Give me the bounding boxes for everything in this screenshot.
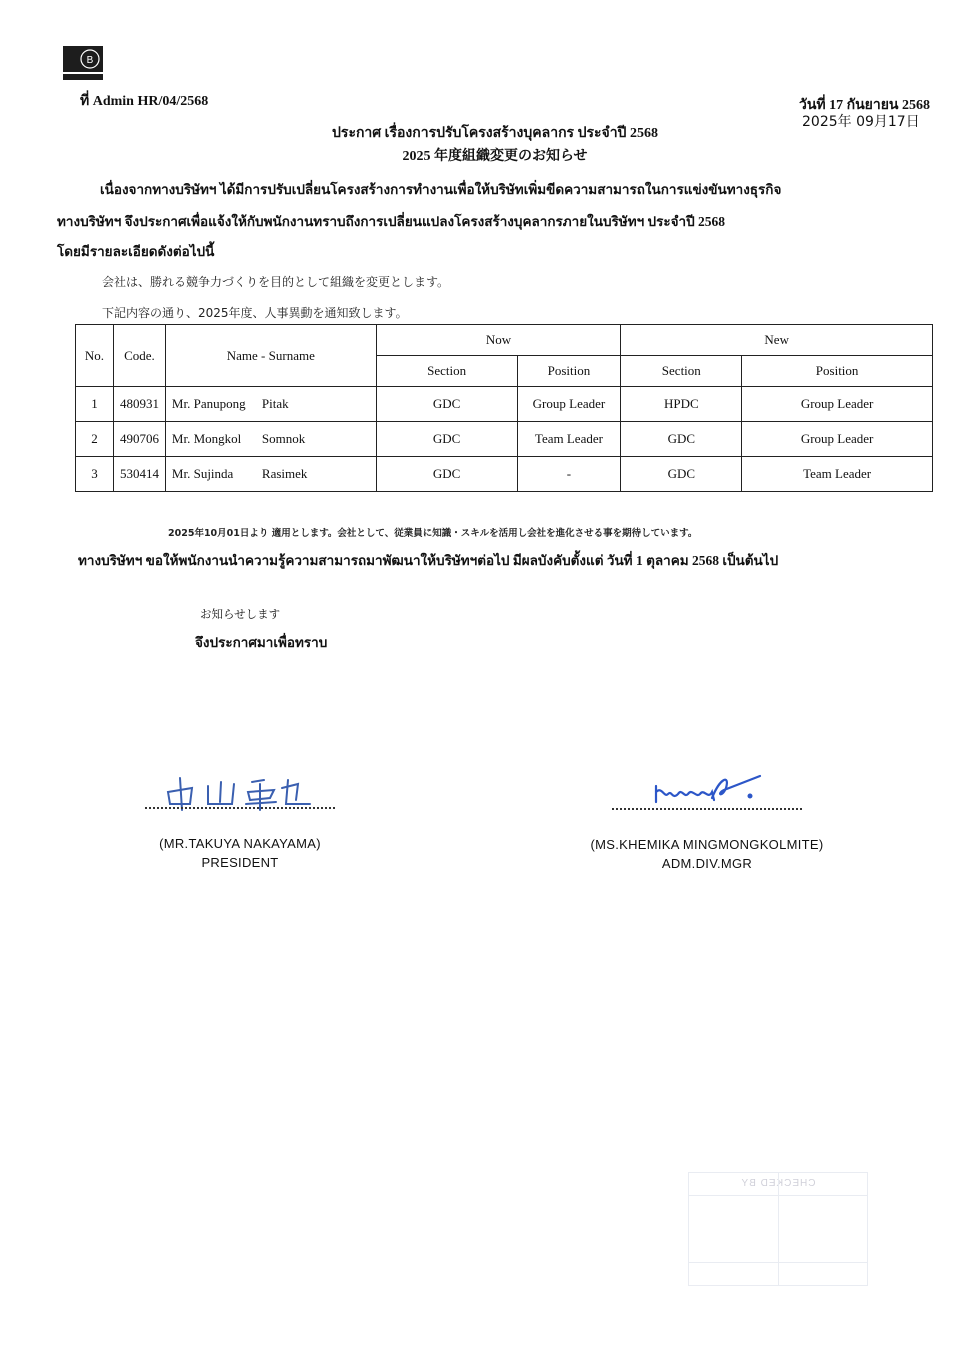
handwritten-signature-icon <box>650 768 770 808</box>
show-through-stamp <box>688 1172 868 1286</box>
last-name: Pitak <box>261 396 289 411</box>
cell-now-position: Group Leader <box>517 387 621 422</box>
cell-no: 3 <box>76 457 114 492</box>
table-header-row <box>76 325 933 356</box>
document-reference: ที่ Admin HR/04/2568 <box>80 94 209 109</box>
cell-new-section: HPDC <box>621 387 742 422</box>
table-row <box>76 457 933 492</box>
cell-now-section: GDC <box>376 387 517 422</box>
header-code: Code. <box>113 325 165 387</box>
personnel-change-table <box>75 324 933 492</box>
signer-name-admin-manager: (MS.KHEMIKA MINGMONGKOLMITE) <box>590 837 824 852</box>
header-now-section: Section <box>376 356 517 387</box>
header-name: Name - Surname <box>165 325 376 387</box>
announcement-title-thai: ประกาศ เรื่องการปรับโครงสร้างบุคลากร ประจำปี 2568 <box>332 126 658 141</box>
notice-thai: จึงประกาศมาเพื่อทราบ <box>195 635 328 650</box>
signer-name-president: (MR.TAKUYA NAKAYAMA) <box>159 836 321 851</box>
signature-line-president <box>145 807 335 809</box>
body-paragraph-2: ทางบริษัทฯ จึงประกาศเพื่อแจ้งให้กับพนักงานทราบถึงการเปลี่ยนแปลงโครงสร้างบุคลากรภายในบริษัทฯ ประจำปี 2568 <box>57 214 726 229</box>
cell-now-position: - <box>517 457 621 492</box>
effective-date-japanese: 2025年10月01日より 適用とします。会社として、従業員に知識・スキルを活用し会社を進化させる事を期待しています。 <box>168 528 698 539</box>
cell-no: 2 <box>76 422 114 457</box>
header-no: No. <box>76 325 114 387</box>
company-logo <box>63 46 103 80</box>
first-name: Mr. Panupong <box>171 396 246 411</box>
notice-japanese: お知らせします <box>200 607 281 621</box>
body-paragraph-1: เนื่องจากทางบริษัทฯ ได้มีการปรับเปลี่ยนโครงสร้างการทำงานเพื่อให้บริษัทเพิ่มขีดความสามารถในการแข่งขันทางธุรกิจ <box>100 182 782 197</box>
announcement-title-japanese: 2025 年度組織変更のお知らせ <box>402 149 588 164</box>
header-new: New <box>621 325 933 356</box>
cell-new-position: Team Leader <box>742 457 933 492</box>
body-japanese-line-2: 下記内容の通り、2025年度、人事異動を通知致します。 <box>102 306 408 320</box>
signer-title-admin-manager: ADM.DIV.MGR <box>661 856 753 871</box>
table-row <box>76 387 933 422</box>
cell-new-position: Group Leader <box>742 422 933 457</box>
date-thai: วันที่ 17 กันยายน 2568 <box>798 98 930 113</box>
body-japanese-line-1: 会社は、勝れる競争力づくりを目的として組織を変更とします。 <box>102 275 450 289</box>
stamp-header-text: CHECKED BY <box>689 1173 867 1196</box>
effective-date-thai: ทางบริษัทฯ ขอให้พนักงานนำความรู้ความสามารถมาพัฒนาให้บริษัทฯต่อไป มีผลบังคับตั้งแต่ วันที่ 1 ตุลาคม 2568 เป็นต้นไป <box>78 553 779 568</box>
cell-no: 1 <box>76 387 114 422</box>
first-name: Mr. Mongkol <box>171 431 242 446</box>
last-name: Somnok <box>261 431 306 446</box>
cell-code: 480931 <box>113 387 165 422</box>
handwritten-signature-icon <box>160 770 320 812</box>
header-now: Now <box>376 325 621 356</box>
logo-mark-icon <box>63 46 103 80</box>
header-new-section: Section <box>621 356 742 387</box>
header-new-position: Position <box>742 356 933 387</box>
signature-line-admin-manager <box>612 808 802 810</box>
cell-now-section: GDC <box>376 422 517 457</box>
cell-name <box>165 387 376 422</box>
cell-new-section: GDC <box>621 422 742 457</box>
signature-admin-manager <box>650 768 770 808</box>
date-japanese: 2025年 09月17日 <box>802 114 920 130</box>
body-paragraph-3: โดยมีรายละเอียดดังต่อไปนี้ <box>57 244 215 259</box>
last-name: Rasimek <box>261 466 308 481</box>
header-now-position: Position <box>517 356 621 387</box>
stamp-footer <box>689 1262 867 1285</box>
cell-new-position: Group Leader <box>742 387 933 422</box>
signer-title-president: PRESIDENT <box>201 855 279 870</box>
cell-name <box>165 457 376 492</box>
cell-now-section: GDC <box>376 457 517 492</box>
table-row <box>76 422 933 457</box>
first-name: Mr. Sujinda <box>171 466 234 481</box>
signature-president <box>160 770 320 812</box>
cell-code: 530414 <box>113 457 165 492</box>
cell-new-section: GDC <box>621 457 742 492</box>
cell-name <box>165 422 376 457</box>
cell-now-position: Team Leader <box>517 422 621 457</box>
svg-text:B: B <box>86 55 94 66</box>
cell-code: 490706 <box>113 422 165 457</box>
